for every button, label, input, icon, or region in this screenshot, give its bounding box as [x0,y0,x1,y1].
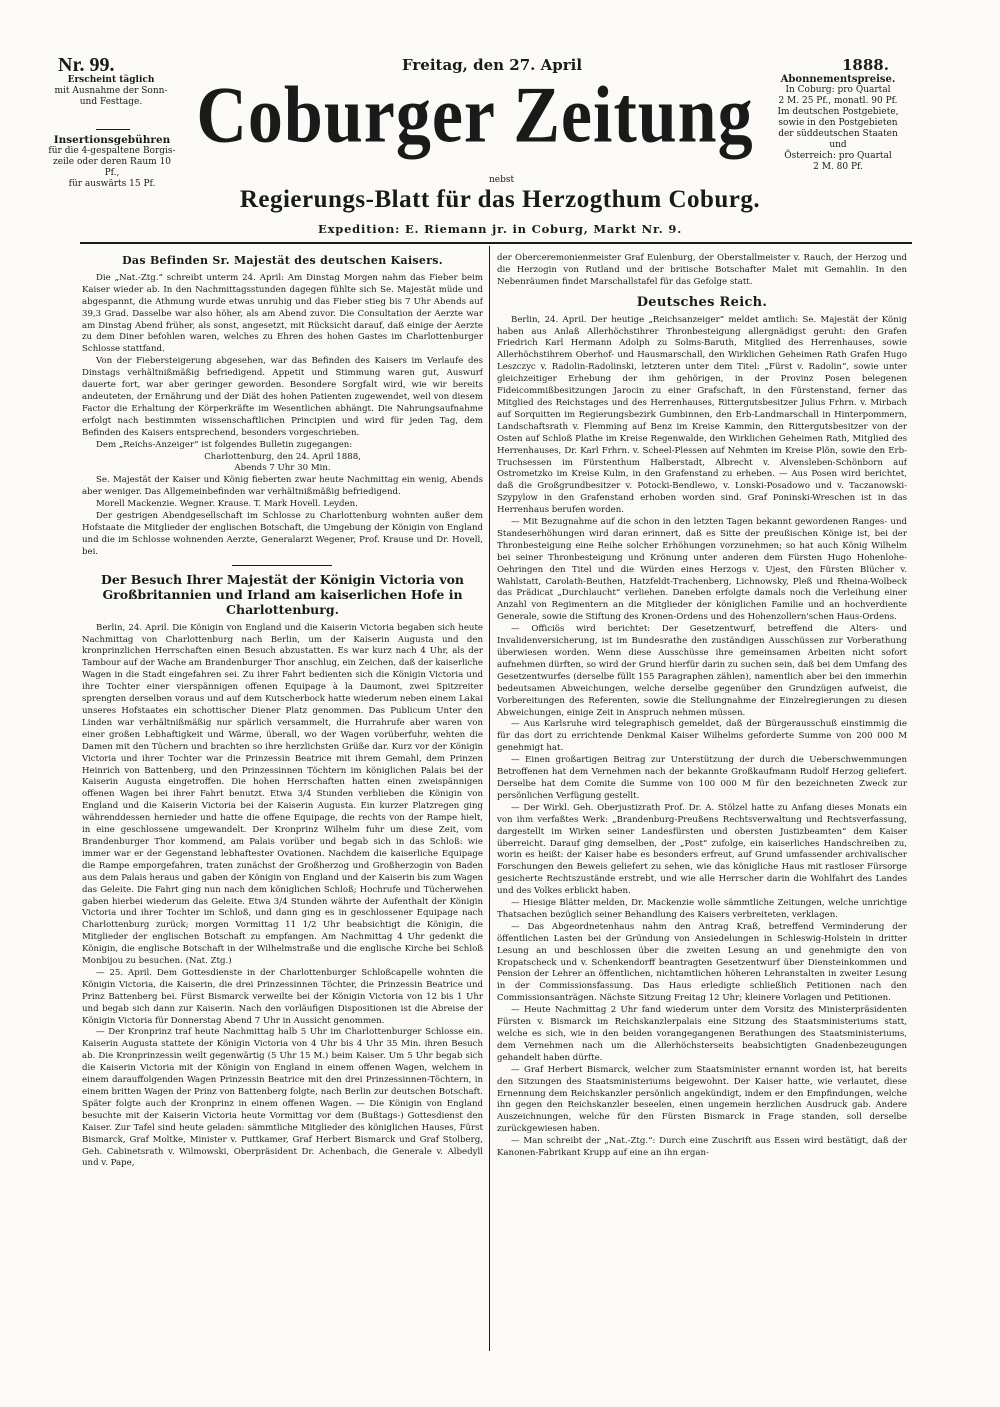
article-paragraph: — Der Wirkl. Geh. Oberjustizrath Prof. Dr. A. Stölzel hatte zu Anfang dieses Monats ein von ihm verfaßtes Werk: „Brandenburg-Preußens Rechtsverwaltung und Rechtsverfassung, dargestellt im Wirken seiner Landesfürsten und obersten Justizbeamten“ dem Kaiser überreicht. Darauf ging demselben, der „Post“ zufolge, ein kaiserliches Handschreiben zu, worin es heißt: der Kaiser habe es besonders erfreut, auf Grund umfassender archivalischer Forschungen den Beweis geliefert zu sehen, wie das königliche Haus mit rastloser Fürsorge gesicherte Rechtszustände erstrebt, und wie alle Herrscher darin die Wohlfahrt des Landes und des Volkes erblickt haben. [497,802,907,897]
issue-note [52,75,170,108]
header-divider [96,129,130,130]
issue-note-line: Erscheint täglich [67,75,155,85]
bulletin-text: Se. Majestät der Kaiser und König fieberten zwar heute Nachmittag ein wenig, Abends aber weniger. Das Allgemeinbefinden war verhältnißmäßig befriedigend. [82,475,483,498]
article-heading: Das Befinden Sr. Majestät des deutschen Kaisers. [122,254,443,267]
article-paragraph: Dem „Reichs-Anzeiger“ ist folgendes Bulletin zugegangen: [96,439,353,450]
article-paragraph: der Oberceremonienmeister Graf Eulenburg, der Oberstallmeister v. Rauch, der Herzog und die Herzogin von Rutland und der britische Botschafter Malet mit Gemahlin. In den Nebenräumen findet Marschallstafel für das Gefolge statt. [497,253,907,287]
article-paragraph: — Mit Bezugnahme auf die schon in den letzten Tagen bekannt gewordenen Ranges- und Standeserhöhungen wird daran erinnert, daß es Sitte der preußischen Könige ist, bei der Thronbesteigung eine Reihe solcher Erhöhungen vorzunehmen; so hat auch König Wilhelm bei seiner Thronbesteigung und Krönung unter anderen dem Fürsten Hugo Hohenlohe-Oehringen den Titel und die Würden eines Herzogs v. Ujest, den Fürsten Blücher v. Wahlstatt, Carolath-Beuthen, Hatzfeldt-Trachenberg, Lichnowsky, Pleß und Rheina-Wolbeck das Prädicat „Durchlaucht“ verliehen. Daneben erfolgte damals noch die Verleihung einer Anzahl von Regimentern an die Mitglieder der königlichen Familie und an hochverdiente Generale, sowie die Stiftung des Kronen-Ordens und des Hohenzollern'schen Haus-Ordens. [497,517,907,623]
article-paragraph: — Officiös wird berichtet: Der Gesetzentwurf, betreffend die Alters- und Invalidenversicherung, ist im Bundesrathe den zuständigen Ausschüssen zur Vorberathung überwiesen worden. Wenn diese Ausschüsse ihre gemeinsamen Arbeiten nicht sofort aufnehmen dürften, so wird der Grund hierfür darin zu suchen sein, daß bei dem Umfang des Gesetzentwurfes (derselbe füllt 155 Paragraphen zählen), namentlich aber bei den immerhin bedeutsamen Abweichungen, welche derselbe gegenüber den Grundzügen aufweist, die Vorbereitungen des Referenten, sowie die Stellungnahme der Einzelregierungen zu diesen Abweichungen, einige Zeit in Anspruch nehmen müssen. [497,624,907,718]
article-paragraph: — Der Kronprinz traf heute Nachmittag halb 5 Uhr im Charlottenburger Schlosse ein. Kaiserin Augusta stattete der Königin Victoria von 4 Uhr bis 4 Uhr 35 Min. ihren Besuch ab. Die Kronprinzessin weilt gegenwärtig (5 Uhr 15 M.) beim Kaiser. Um 5 Uhr begab sich die Kaiserin Victoria mit der Königin von England in einem offenen Wagen, welchem in einem darauffolgenden Wagen Prinzessin Beatrice mit den drei Prinzessinnen-Töchtern, in einem britten Wagen der Prinz von Battenberg folgte, nach Berlin zur deutschen Botschaft. Später folgte auch der Kronprinz in einem offenen Wagen. — Die Königin von England besuchte mit der Kaiserin Victoria heute Vormittag vor dem (Bußtags-) Gottesdienst den Kaiser. Zur Tafel sind heute geladen: sämmtliche Mitglieder des königlichen Hauses, Fürst Bismarck, Graf Moltke, Minister v. Puttkamer, Graf Herbert Bismarck und Graf Stolberg, Geh. Cabinetsrath v. Wilmowski, Oberpräsident Dr. Achenbach, die Generale v. Albedyll und v. Pape, [82,1027,483,1169]
right-column [497,253,907,1353]
article-paragraph: Berlin, 24. April. Die Königin von England und die Kaiserin Victoria begaben sich heute Nachmittag von Charlottenburg nach Berlin, um der Kaiserin Augusta und den kronprinzlichen Herrschaften einen Besuch abzustatten. Es war kurz nach 4 Uhr, als der Tambour auf der Wache am Brandenburger Thor anschlug, ein Zeichen, daß der kaiserliche Wagen in die Stadt eingefahren sei. Zu ihrer Fahrt bedienten sich die Königin Victoria und ihre Tochter einer vierspännigen offenen Equipage à la Daumont, zwei Spitzreiter sprengten derselben voraus und auf dem Kutscherbock hatte wiederum neben einem Lakai unseres Hofstaates ein schottischer Diener Platz genommen. Das Publicum Unter den Linden war verhältnißmäßig nur spärlich versammelt, die Hurrahrufe aber waren von einer großen Lebhaftigkeit und Wärme, überall, wo der Wagen vorüberfuhr, wehten die Damen mit den Tüchern und brachten so ihre herzlichsten Grüße dar. Kurz vor der Königin Victoria und ihrer Tochter war die Prinzessin Beatrice mit ihrem Gemahl, dem Prinzen Heinrich von Battenberg, und den Prinzessinnen Töchtern im königlichen Palais bei der Kaiserin Augusta eingetroffen. Die hohen Herrschaften hatten einen zweispännigen offenen Wagen bei ihrer Fahrt benutzt. Etwa 3/4 Stunden verblieben die Königin von England und die Kaiserin Victoria bei der Kaiserin Augusta. Ein kurzer Platzregen ging währenddessen hernieder und hatte die offene Equipage, die rechts von der Rampe hielt, in eine geschlossene umgewandelt. Der Kronprinz Wilhelm fuhr um diese Zeit, vom Brandenburger Thor kommend, am Palais vorüber und begab sich in das Schloß: wie immer war er der Gegenstand lebhaftester Ovationen. Nachdem die kaiserliche Equipage die Rampe emporgefahren, traten zunächst der Großherzog und Großherzogin von Baden aus dem Palais heraus und gaben der Königin von England und der Kaiserin bis zum Wagen das Geleite. Die Fahrt ging nun nach dem königlichen Schloß; Hochrufe und Tücherwehen gaben hierbei wiederum das Geleite. Etwa 3/4 Stunden währte der Aufenthalt der Königin Victoria und ihrer Tochter im Schloß, und dann ging es in geschlossener Equipage nach Charlottenburg zurück; morgen Vormittag 11 1/2 Uhr beabsichtigt die Königin, die Mitglieder der englischen Botschaft zu empfangen. Am Nachmittag 4 Uhr gedenkt die Königin, die englische Botschaft in der Wilhelmstraße und die englische Kirche bei Schloß Monbijou zu besuchen. (Nat. Ztg.) [82,622,483,967]
ad-rates-line: für die 4-gespaltene Borgis- [48,146,176,156]
article-paragraph: Von der Fiebersteigerung abgesehen, war das Befinden des Kaisers im Verlaufe des Dinstags verhältnißmäßig befriedigend. Appetit und Stimmung waren gut, Auswurf dauerte fort, war aber geringer geworden. Besondere Sorgfalt wird, wie wir bereits andeuteten, der Ernährung und der Diät des hohen Patienten zugewendet, weil von diesem Factor die Erhaltung der Körperkräfte im Wesentlichen abhängt. Die Nahrungsaufnahme erfolgt nach bestimmten wissenschaftlichen Principien und wird für jeden Tag, dem Befinden des Kaisers entsprechend, besonders vorgeschrieben. [82,356,483,438]
ad-rates-line: zeile oder deren Raum 10 Pf., [52,157,172,178]
bulletin-place: Charlottenburg, den 24. April 1888, [204,451,361,462]
bulletin-signatures: Morell Mackenzie. Wegner. Krause. T. Mark Hovell. Leyden. [96,499,358,510]
header-rule [80,242,912,244]
bulletin-time: Abends 7 Uhr 30 Min. [234,463,331,474]
expedition-line: Expedition: E. Riemann jr. in Coburg, Markt Nr. 9. [318,222,682,236]
paper-subtitle: Regierungs-Blatt für das Herzogthum Coburg. [239,186,761,213]
left-column [82,253,483,1353]
article-paragraph: — Aus Karlsruhe wird telegraphisch gemeldet, daß der Bürgerausschuß einstimmig die für das dort zu errichtende Denkmal Kaiser Wilhelms geforderte Summe von 200 000 M genehmigt hat. [497,719,907,754]
issue-note-line: und Festtage. [79,97,143,107]
article-paragraph: — Das Abgeordnetenhaus nahm den Antrag Kraß, betreffend Verminderung der öffentlichen Lasten bei der Gründung von Ansiedelungen in Schleswig-Holstein in dritter Lesung an und beschlossen über die zweiten Lesung an und genehmigte den von Kropatscheck und v. Schenkendorff beantragten Gesetzentwurf über Diensteinkommen und Pension der Lehrer an öffentlichen, nichtamtlichen höheren Lehranstalten in zweiter Lesung in der Commissionsfassung. Das Haus erledigte schließlich Petitionen nach den Commissionsanträgen. Nächste Sitzung Freitag 12 Uhr; kleinere Vorlagen und Petitionen. [497,921,907,1004]
section-heading: Deutsches Reich. [636,294,768,310]
subscription-line: Im deutschen Postgebiete, [777,107,899,117]
subscription-line: 2 M. 25 Pf., monatl. 90 Pf. [778,96,898,106]
issue-number: Nr. 99. [58,54,115,76]
subscription-line: der süddeutschen Staaten und [778,129,898,150]
article-paragraph: — Man schreibt der „Nat.-Ztg.“: Durch eine Zuschrift aus Essen wird bestätigt, daß der Kanonen-Fabrikant Krupp auf eine an ihn ergan- [497,1136,907,1159]
masthead-title: Coburger Zeitung [196,71,754,160]
article-paragraph: — Heute Nachmittag 2 Uhr fand wiederum unter dem Vorsitz des Ministerpräsidenten Fürsten v. Bismarck im Reichskanzlerpalais eine Sitzung des Staatsministeriums statt, welche es sich, wie in den beiden vorangegangenen Berathungen des Staatsministeriums, dem Vernehmen nach um die Allerhöchsterseits beabsichtigten Gnadenbezeugungen gehandelt haben dürfte. [497,1005,907,1063]
column-rule [489,246,490,1351]
ad-rates [48,135,176,190]
subscription-title: Abonnementspreise. [780,74,896,85]
ad-rates-title: Insertionsgebühren [53,134,171,146]
article-heading: Der Besuch Ihrer Majestät der Königin Victoria von Großbritannien und Irland am kaiserlichen Hofe in Charlottenburg. [100,571,465,617]
issue-year: 1888. [842,56,889,74]
subscription-prices [773,74,903,173]
nebst-label: nebst [489,175,515,185]
article-paragraph: — Hiesige Blätter melden, Dr. Mackenzie wolle sämmtliche Zeitungen, welche unrichtige Thatsachen bezüglich seiner Behandlung des Kaisers verbreiteten, verklagen. [497,898,907,920]
issue-date: Freitag, den 27. April [402,56,583,74]
article-paragraph: Der gestrigen Abendgesellschaft im Schlosse zu Charlottenburg wohnten außer dem Hofstaate die Mitglieder der englischen Botschaft, die Umgebung der Königin von England und die im Schlosse wohnenden Aerzte, Generalarzt Wegener, Prof. Krause und Dr. Hovell, bei. [82,511,483,557]
ad-rates-line: für auswärts 15 Pf. [68,179,156,189]
subscription-line: 2 M. 80 Pf. [813,162,863,172]
issue-note-line: mit Ausnahme der Sonn- [54,86,168,96]
article-paragraph: — Einen großartigen Beitrag zur Unterstützung der durch die Ueberschwemmungen Betroffenen hat dem Vernehmen nach der bekannte Großkaufmann Rudolf Herzog geliefert. Derselbe hat dem Comite die Summe von 100 000 M für den bezeichneten Zweck zur persönlichen Verfügung gestellt. [497,755,907,801]
article-paragraph: — 25. April. Dem Gottesdienste in der Charlottenburger Schloßcapelle wohnten die Königin Victoria, die Kaiserin, die drei Prinzessinnen Töchter, die Prinzessin Beatrice und Prinz Battenberg bei. Fürst Bismarck verweilte bei der Königin Victoria von 12 bis 1 Uhr und begab sich dann zur Kaiserin. Nach den vorläufigen Dispositionen ist die Abreise der Königin Victoria für Donnerstag Abend 7 Uhr in Aussicht genommen. [82,967,483,1026]
subscription-line: Österreich: pro Quartal [784,151,892,161]
article-divider [232,565,332,566]
article-paragraph: Die „Nat.-Ztg.“ schreibt unterm 24. April: Am Dinstag Morgen nahm das Fieber beim Kaiser wieder ab. In den Nachmittagsstunden dagegen fühlte sich Se. Majestät müde und abgespannt, die Athmung wurde etwas unruhig und das Fieber stieg bis 7 Uhr Abends auf 39,3 Grad. Dasselbe war also höher, als am Abend zuvor. Die Consultation der Aerzte war am Dinstag Abend früher, als sonst, angesetzt, mit Rücksicht darauf, daß einige der Aerzte zu dem Diner befohlen waren, welches zu Ehren des hohen Gastes im Charlottenburger Schlosse stattfand. [82,272,483,355]
subscription-line: sowie in den Postgebieten [778,118,898,128]
article-paragraph: Berlin, 24. April. Der heutige „Reichsanzeiger“ meldet amtlich: Se. Majestät der König haben aus Anlaß Allerhöchstihrer Thronbesteigung allergnädigst geruht: den Grafen Friedrich Karl Hermann Adolph zu Solms-Baruth, Mitglied des Herrenhauses, sowie Allerhöchstihrem Oberhof- und Hausmarschall, den Wirklichen Geheimen Rath Grafen Hugo Leszczyc v. Radolin-Radolinski, letzteren unter dem Titel: „Fürst v. Radolin“, sowie unter gleichzeitiger Erhebung der ihm gehörigen, in der Provinz Posen belegenen Fideicommißbesitzungen Jarocin zu einer Grafschaft, in den Fürstenstand, ferner das Mitglied des Reichstages und des Herrenhauses, Rittergutsbesitzer Julius Frhrn. v. Mirbach auf Sorquitten im Regierungsbezirk Gumbinnen, den Erb-Landmarschall in Hinterpommern, Landschaftsrath v. Flemming auf Benz im Kreise Kammin, den Rittergutsbesitzer von der Osten auf Schloß Plathe im Kreise Regenwalde, den Wirklichen Geheimen Rath, Mitglied des Herrenhauses, Dr. Karl Frhrn. v. Scheel-Plessen auf Nehmten im Kreise Plön, sowie den Erb-Truchsessen im Fürstenthum Halberstadt, Albrecht v. Alvensleben-Schönborn auf Ostrometzko im Kreise Kulm, in den Grafenstand zu erheben. — Aus Posen wird berichtet, daß die Großgrundbesitzer v. Potocki-Bendlewo, v. Lonski-Posadowo und v. Taczanowski-Szypylow in den Grafenstand erhoben worden sind. Graf Poninski-Wreschen ist in das Herrenhaus berufen worden. [497,314,907,516]
subscription-line: In Coburg: pro Quartal [785,85,891,95]
article-paragraph: — Graf Herbert Bismarck, welcher zum Staatsminister ernannt worden ist, hat bereits den Sitzungen des Staatsministeriums beigewohnt. Der Kaiser hatte, wie verlautet, diese Ernennung dem Reichskanzler persönlich angekündigt, indem er den Empfindungen, welche ihn gegen den Reichskanzler beseelen, einen ungemein herzlichen Ausdruck gab. Andere Auszeichnungen, welche für den Fürsten Bismarck in Frage standen, soll derselbe zurückgewiesen haben. [497,1064,907,1135]
